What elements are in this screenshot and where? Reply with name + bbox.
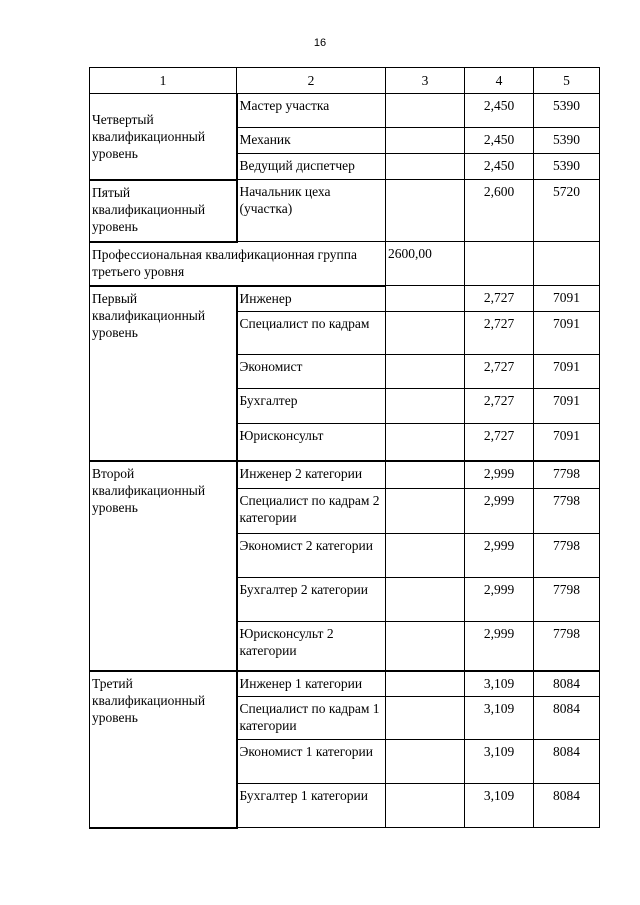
coef-cell: 2,450 — [465, 128, 534, 154]
position-cell: Юрисконсульт — [237, 424, 386, 461]
level-label: Второй квалификационный уровень — [92, 465, 206, 515]
coef-cell: 2,999 — [465, 534, 534, 578]
header-col-1: 1 — [90, 68, 237, 94]
position-cell: Бухгалтер — [237, 389, 386, 424]
salary-cell: 7091 — [534, 389, 600, 424]
empty-cell — [386, 154, 465, 180]
empty-cell — [386, 312, 465, 355]
salary-cell: 7798 — [534, 622, 600, 671]
salary-cell: 8084 — [534, 740, 600, 784]
position-cell: Механик — [237, 128, 386, 154]
empty-cell — [386, 697, 465, 740]
group-row — [90, 242, 600, 286]
position-cell: Бухгалтер 1 категории — [237, 784, 386, 828]
position-cell: Специалист по кадрам — [237, 312, 386, 355]
position-cell: Мастер участка — [237, 94, 386, 128]
position-cell: Начальник цеха (участка) — [237, 180, 386, 242]
level-label: Первый квалификационный уровень — [92, 290, 206, 340]
position-cell: Экономист — [237, 355, 386, 389]
empty-cell — [386, 489, 465, 534]
empty-cell — [386, 622, 465, 671]
level-cell — [90, 286, 237, 461]
empty-cell — [386, 578, 465, 622]
salary-cell: 7091 — [534, 424, 600, 461]
table-row — [90, 461, 600, 489]
header-col-3: 3 — [386, 68, 465, 94]
salary-table — [89, 67, 600, 829]
position-cell: Инженер 2 категории — [237, 461, 386, 489]
header-row — [90, 68, 600, 94]
salary-cell: 8084 — [534, 697, 600, 740]
coef-cell: 3,109 — [465, 784, 534, 828]
salary-cell: 5720 — [534, 180, 600, 242]
page-number: 16 — [313, 37, 327, 49]
table-row — [90, 180, 600, 242]
coef-cell: 3,109 — [465, 740, 534, 784]
salary-cell: 7798 — [534, 578, 600, 622]
level-cell — [90, 94, 237, 180]
salary-cell: 7091 — [534, 355, 600, 389]
table-row — [90, 286, 600, 312]
position-cell: Ведущий диспетчер — [237, 154, 386, 180]
group-base-cell: 2600,00 — [386, 242, 465, 286]
level-cell — [90, 671, 237, 828]
salary-cell: 7798 — [534, 489, 600, 534]
coef-cell: 2,999 — [465, 578, 534, 622]
salary-cell: 5390 — [534, 154, 600, 180]
coef-cell: 2,999 — [465, 461, 534, 489]
empty-cell — [386, 740, 465, 784]
salary-cell: 7091 — [534, 286, 600, 312]
position-cell: Инженер — [237, 286, 386, 312]
salary-cell: 5390 — [534, 94, 600, 128]
empty-cell — [534, 242, 600, 286]
coef-cell: 3,109 — [465, 697, 534, 740]
position-cell: Экономист 1 категории — [237, 740, 386, 784]
position-cell: Бухгалтер 2 категории — [237, 578, 386, 622]
salary-cell: 7798 — [534, 461, 600, 489]
position-cell: Инженер 1 категории — [237, 671, 386, 697]
salary-cell: 7091 — [534, 312, 600, 355]
coef-cell: 2,727 — [465, 424, 534, 461]
coef-cell: 2,450 — [465, 94, 534, 128]
empty-cell — [386, 534, 465, 578]
salary-cell: 5390 — [534, 128, 600, 154]
level-cell — [90, 180, 237, 242]
coef-cell: 2,999 — [465, 489, 534, 534]
salary-cell: 7798 — [534, 534, 600, 578]
empty-cell — [386, 461, 465, 489]
table-row — [90, 671, 600, 697]
coef-cell: 2,600 — [465, 180, 534, 242]
empty-cell — [386, 389, 465, 424]
level-label: Пятый квалификационный уровень — [92, 184, 206, 234]
empty-cell — [386, 424, 465, 461]
position-cell: Юрисконсульт 2 категории — [237, 622, 386, 671]
position-cell: Специалист по кадрам 2 категории — [237, 489, 386, 534]
empty-cell — [465, 242, 534, 286]
position-cell: Экономист 2 категории — [237, 534, 386, 578]
salary-cell: 8084 — [534, 671, 600, 697]
group-label-cell: Профессиональная квалификационная группа третьего уровня — [90, 242, 386, 286]
coef-cell: 2,727 — [465, 286, 534, 312]
header-col-4: 4 — [465, 68, 534, 94]
coef-cell: 2,727 — [465, 355, 534, 389]
coef-cell: 3,109 — [465, 671, 534, 697]
salary-cell: 8084 — [534, 784, 600, 828]
empty-cell — [386, 180, 465, 242]
empty-cell — [386, 128, 465, 154]
level-label: Четвертый квалификационный уровень — [92, 112, 206, 162]
position-cell: Специалист по кадрам 1 категории — [237, 697, 386, 740]
level-label: Третий квалификационный уровень — [92, 675, 206, 725]
empty-cell — [386, 94, 465, 128]
level-cell — [90, 461, 237, 671]
header-col-5: 5 — [534, 68, 600, 94]
coef-cell: 2,450 — [465, 154, 534, 180]
empty-cell — [386, 671, 465, 697]
table-row — [90, 94, 600, 128]
coef-cell: 2,999 — [465, 622, 534, 671]
empty-cell — [386, 355, 465, 389]
empty-cell — [386, 784, 465, 828]
coef-cell: 2,727 — [465, 389, 534, 424]
header-col-2: 2 — [237, 68, 386, 94]
coef-cell: 2,727 — [465, 312, 534, 355]
empty-cell — [386, 286, 465, 312]
